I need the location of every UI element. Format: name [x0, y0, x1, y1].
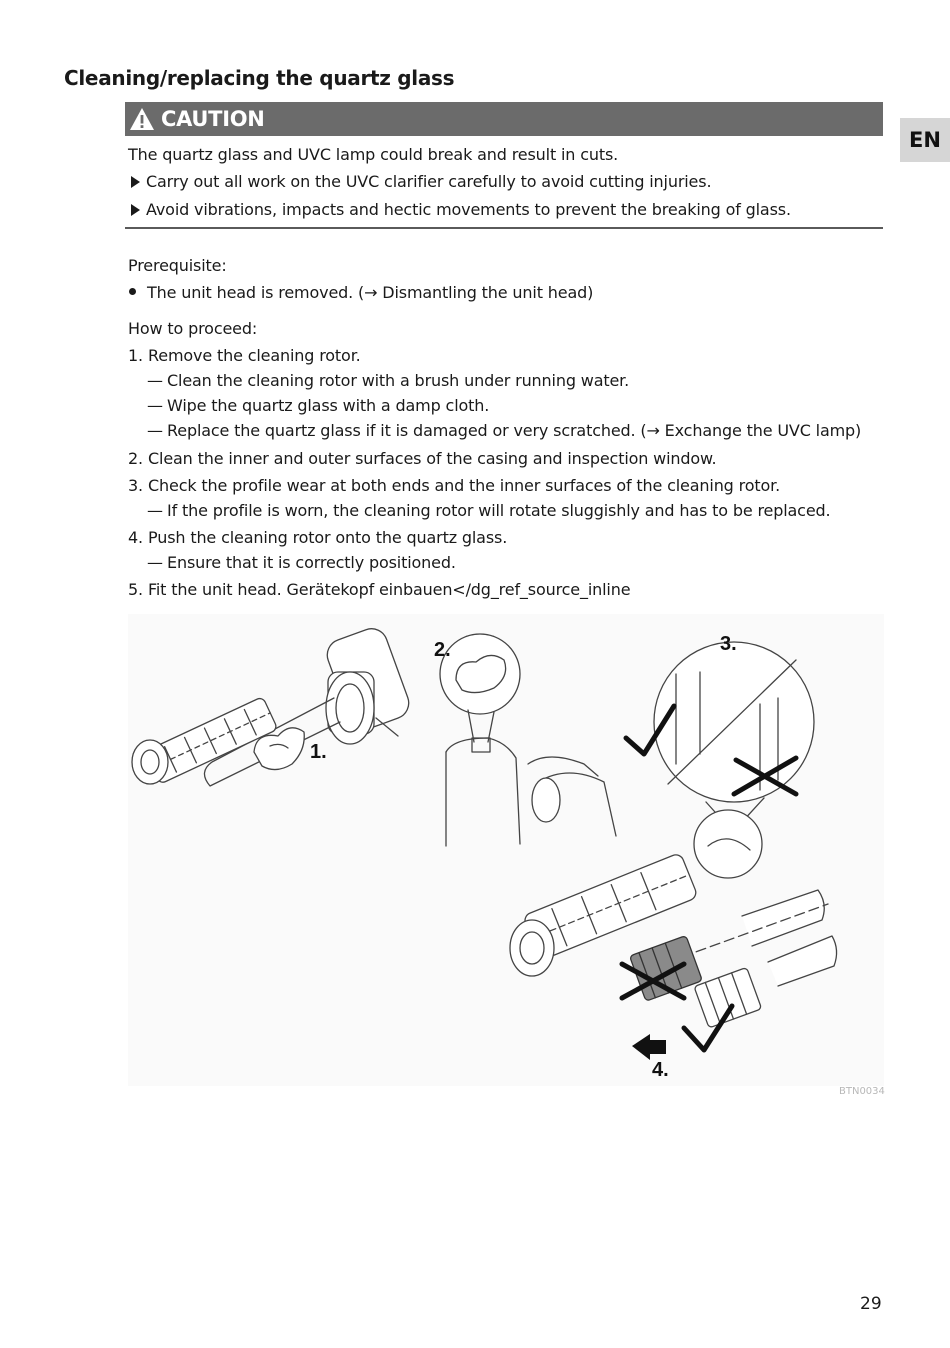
arrow-bullet-icon: [131, 176, 140, 188]
figure-code: BTN0034: [839, 1086, 885, 1097]
substep-item: — Ensure that it is correctly positioned.: [147, 553, 456, 572]
substep-item: — Wipe the quartz glass with a damp cloth.: [147, 396, 490, 415]
warning-triangle-icon: [129, 107, 155, 131]
procedure-heading: How to proceed:: [128, 319, 258, 338]
substep-item: — Replace the quartz glass if it is damaged or very scratched. (→ Exchange the UVC lamp): [147, 421, 862, 440]
prerequisite-heading: Prerequisite:: [128, 256, 227, 275]
callout-step-4: 4.: [652, 1059, 669, 1081]
arrow-bullet-icon: [131, 204, 140, 216]
section-title: Cleaning/replacing the quartz glass: [64, 66, 455, 90]
cleaning-illustration: [128, 614, 884, 1086]
prerequisite-item: The unit head is removed. (→ Dismantling the unit head): [129, 283, 593, 303]
substep-item: — If the profile is worn, the cleaning rotor will rotate sluggishly and has to be replaced.: [147, 501, 831, 520]
caution-divider: [125, 227, 883, 229]
step-item: 2. Clean the inner and outer surfaces of the casing and inspection window.: [128, 449, 717, 468]
caution-action: Avoid vibrations, impacts and hectic movements to prevent the breaking of glass.: [131, 200, 791, 220]
page-number: 29: [860, 1294, 882, 1314]
bullet-dot-icon: [129, 288, 136, 295]
step-item: 3. Check the profile wear at both ends and the inner surfaces of the cleaning rotor.: [128, 476, 780, 495]
caution-label: CAUTION: [161, 107, 265, 131]
step-item: 1. Remove the cleaning rotor.: [128, 346, 361, 365]
language-tab: EN: [900, 118, 950, 162]
step-item: 4. Push the cleaning rotor onto the quartz glass.: [128, 528, 508, 547]
step-item: 5. Fit the unit head. Gerätekopf einbauen</dg_ref_source_inline: [128, 580, 631, 599]
callout-step-3: 3.: [720, 633, 737, 655]
callout-step-2: 2.: [434, 639, 451, 661]
caution-statement: The quartz glass and UVC lamp could break and result in cuts.: [128, 145, 619, 164]
substep-item: — Clean the cleaning rotor with a brush under running water.: [147, 371, 630, 390]
caution-action: Carry out all work on the UVC clarifier carefully to avoid cutting injuries.: [131, 172, 711, 192]
caution-banner: [125, 102, 883, 136]
callout-step-1: 1.: [310, 741, 327, 763]
